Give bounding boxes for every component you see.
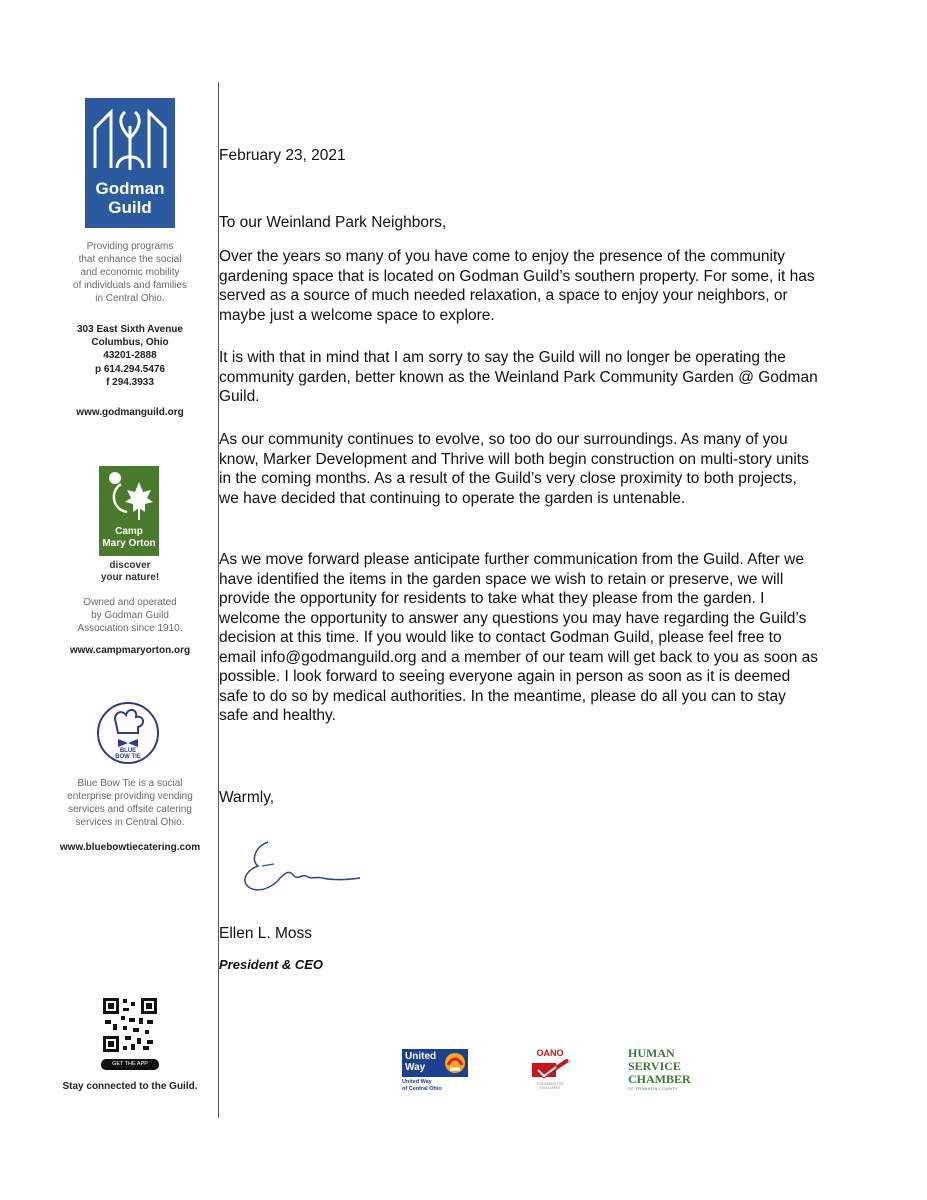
bowtie-logo-line2: BOW TIE [115,754,141,760]
bowtie-logo-line1: BLUE [119,748,137,754]
letter-closing: Warmly, [219,789,275,806]
human-service-chamber-logo [628,1047,708,1097]
blue-bow-tie-logo [96,701,160,765]
hsc-caption: OF FRANKLIN COUNTY [628,1086,678,1091]
camp-slogan: discover your nature! [100,560,160,583]
stay-connected: Stay connected to the Guild. [62,1081,198,1092]
qr-code[interactable] [101,996,159,1054]
letter-paragraph-1: Over the years so many of you have come to enjoy the presence of the community gardening space that is located on Godman Guild’s southern property. For some, it has served as a source of much needed relaxation, a space to enjoy your neighbors, or maybe just a welcome space to explore. [219,248,815,324]
oano-caption: STANDARDS FOR EXCELLENCE [536,1082,564,1090]
letter-date: February 23, 2021 [219,147,346,164]
ohio-nonprofits-logo [528,1048,572,1088]
signature-scribble [236,836,366,896]
maple-leaf-icon [99,466,159,524]
oano-acronym: OANO [536,1048,564,1058]
hsc-line1: HUMAN [628,1046,675,1060]
checkmark-icon [528,1059,572,1081]
app-badge-label: GET THE APP [112,1061,148,1067]
godman-address: 303 East Sixth Avenue Columbus, Ohio 43201-2888 p 614.294.5476 f 294.3933 [77,324,183,388]
united-way-caption: United Way of Central Ohio [402,1079,442,1092]
hsc-line2: SERVICE [628,1059,681,1073]
bowtie-website[interactable]: www.bluebowtiecatering.com [59,842,201,853]
hand-rainbow-icon [444,1051,466,1075]
letter-paragraph-3: As our community continues to evolve, so too do our surroundings. As many of you know, Marker Development and Thrive will both begin construction on multi-story units in the coming months. As a result of the Guild’s very close proximity to both projects, we have decided that continuing to operate the garden is untenable. [219,431,809,507]
bowtie-description: Blue Bow Tie is a social enterprise providing vending services and offsite catering services in Central Ohio. [67,778,193,828]
godman-logo-line1: Godman [95,179,165,198]
camp-logo-line1: Camp [115,526,143,537]
camp-mary-orton-logo [99,466,159,556]
get-the-app-badge[interactable] [101,1059,159,1070]
letter-paragraph-4: As we move forward please anticipate further communication from the Guild. After we have identified the items in the garden space we wish to retain or preserve, we will provide the opportunity for residents to take what they please from the garden. I welcome the opportunity to answer any questions you may have regarding the Guild’s decision at this time. If you would like to contact Godman Guild, please feel free to email info@godmanguild.org and a member of our team will get back to you as soon as possible. I look forward to seeing everyone again in person as soon as it is deemed safe to do so by medical authorities. In the meantime, please do all you can to stay safe and healthy. [219,551,819,724]
united-way-logo [402,1049,472,1097]
godman-guild-logo [85,98,175,228]
camp-website[interactable]: www.campmaryorton.org [69,645,191,656]
camp-description: Owned and operated by Godman Guild Association since 1910. [77,597,183,634]
united-way-line2: Way [405,1062,426,1073]
letter-salutation: To our Weinland Park Neighbors, [219,214,447,231]
godman-guild-emblem-icon [85,98,175,178]
signer-name: Ellen L. Moss [219,925,313,942]
godman-logo-line2: Guild [108,198,152,217]
camp-logo-line2: Mary Orton [102,538,156,549]
united-way-line1: United [405,1051,437,1062]
signature [236,836,366,896]
letter-paragraph-2: It is with that in mind that I am sorry to say the Guild will no longer be operating the community garden, better known as the Weinland Park Community Garden @ Godman Guild. [219,349,818,405]
signer-title: President & CEO [219,957,324,972]
godman-website[interactable]: www.godmanguild.org [76,407,184,418]
hsc-line3: CHAMBER [628,1072,691,1086]
qr-code-icon [101,996,159,1054]
godman-tagline: Providing programs that enhance the social and economic mobility of individuals and families in Central Ohio. [73,241,187,304]
